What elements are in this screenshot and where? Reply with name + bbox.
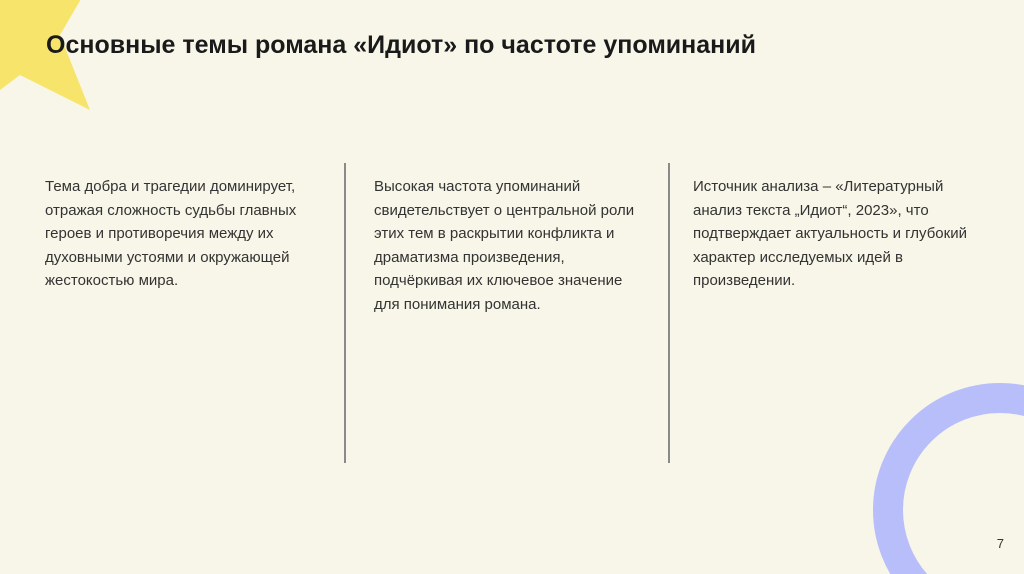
column-divider xyxy=(344,163,346,463)
column-divider xyxy=(668,163,670,463)
column-text-3: Источник анализа – «Литературный анализ текста „Идиот“, 2023», что подтверждает актуальность и глубокий характер исследуемых идей в произведении. xyxy=(693,178,967,289)
slide-title: Основные темы романа «Идиот» по частоте упоминаний xyxy=(46,31,757,59)
page-number: 7 xyxy=(996,536,1004,551)
column-text-2: Высокая частота упоминаний свидетельствует о центральной роли этих тем в раскрытии конфликта и драматизма произведения, подчёркивая их ключевое значение для понимания романа. xyxy=(374,178,635,313)
column-text-1: Тема добра и трагедии доминирует, отражая сложность судьбы главных героев и противоречия между их духовными устоями и окружающей жестокостью мира. xyxy=(45,178,297,289)
